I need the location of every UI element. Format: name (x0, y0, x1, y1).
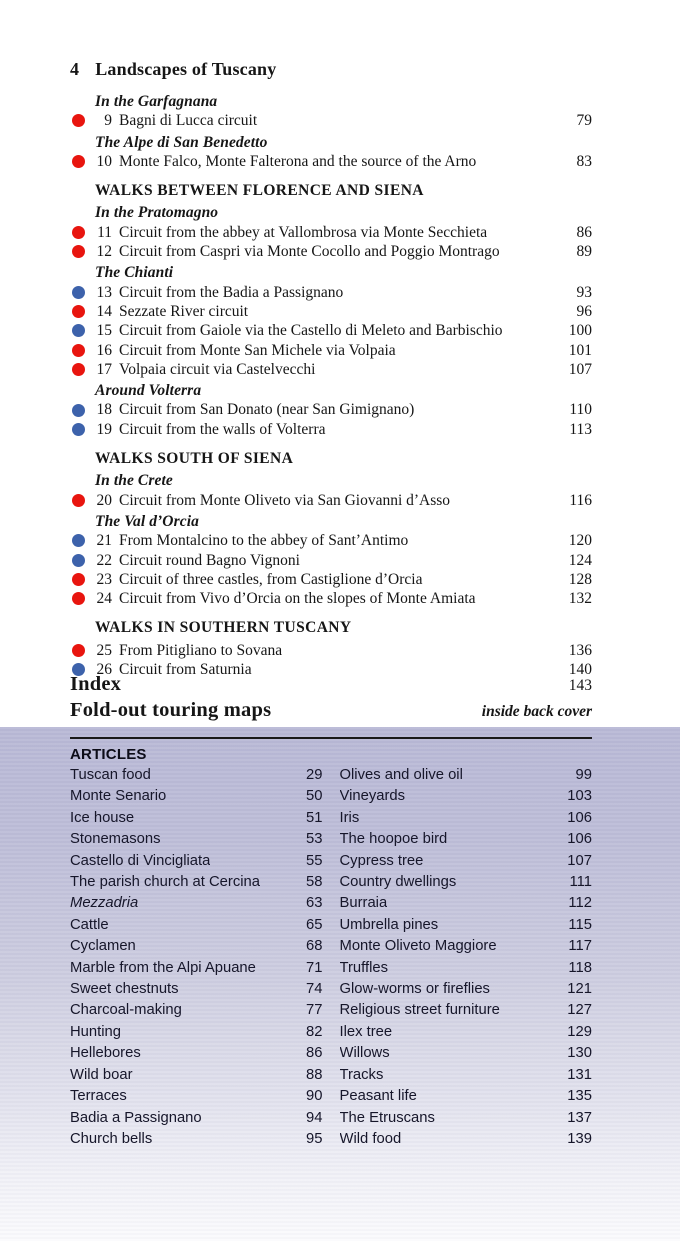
article-entry (70, 765, 323, 786)
article-page-number: 99 (575, 767, 592, 783)
walk-dot-cell (70, 534, 95, 547)
blue-route-dot-icon (72, 554, 85, 567)
toc-region-subhead: In the Crete (95, 472, 173, 490)
walk-page-number: 128 (568, 570, 592, 588)
article-page-number: 106 (567, 831, 592, 848)
walk-title: From Pitigliano to Sovana (119, 641, 283, 659)
toc-walk-entry (70, 420, 592, 439)
article-entry (70, 1043, 323, 1064)
walk-title: From Montalcino to the abbey of Sant’Antimo (119, 532, 409, 550)
toc-region-subhead: The Alpe di San Benedetto (95, 133, 268, 151)
article-entry (340, 1000, 593, 1021)
article-title: Burraia (339, 895, 388, 912)
article-page-number: 50 (306, 788, 323, 805)
page-number: 4 (70, 59, 80, 79)
walk-page-number: 113 (569, 420, 592, 438)
red-route-dot-icon (72, 592, 85, 605)
article-title: Cattle (70, 916, 109, 933)
article-page-number: 95 (306, 1130, 323, 1147)
article-title: Church bells (70, 1130, 153, 1147)
article-entry (340, 1065, 593, 1086)
article-title: Peasant life (339, 1088, 417, 1105)
red-route-dot-icon (72, 114, 85, 127)
article-title: The parish church at Cercina (70, 874, 260, 891)
walk-number: 25 (96, 641, 112, 659)
article-title: Tuscan food (70, 767, 151, 783)
article-entry (340, 829, 593, 850)
article-page-number: 86 (306, 1045, 323, 1062)
article-title: Country dwellings (339, 874, 457, 891)
toc-walk-entry (70, 341, 592, 360)
walk-page-number: 110 (569, 401, 592, 419)
walk-title: Circuit from San Donato (near San Gimignano) (119, 401, 415, 419)
toc-walk-entry (70, 321, 592, 340)
article-title: Terraces (70, 1088, 127, 1105)
article-page-number: 118 (568, 959, 592, 976)
walk-number: 9 (104, 112, 112, 130)
article-page-number: 121 (567, 981, 592, 998)
article-title: Wild boar (70, 1066, 133, 1083)
articles-panel (0, 727, 680, 1241)
walk-title: Bagni di Lucca circuit (119, 112, 258, 130)
article-entry (70, 915, 323, 936)
article-title: Ice house (70, 809, 135, 826)
article-entry (340, 765, 593, 786)
article-page-number: 58 (306, 874, 323, 891)
article-entry (70, 1022, 323, 1043)
walk-title: Circuit from Monte San Michele via Volpaia (119, 341, 396, 359)
blue-route-dot-icon (72, 534, 85, 547)
toc-walk-entry (70, 570, 592, 589)
toc-region-subhead: In the Pratomagno (95, 204, 219, 222)
article-page-number: 90 (306, 1088, 323, 1105)
article-title: Marble from the Alpi Apuane (70, 959, 256, 976)
toc-footer (70, 672, 592, 724)
article-page-number: 137 (567, 1109, 592, 1126)
walk-number: 21 (96, 532, 112, 550)
walk-title: Circuit from Vivo d’Orcia on the slopes of Monte Amiata (119, 590, 476, 608)
walk-number: 14 (96, 302, 112, 320)
toc-section-heading: WALKS SOUTH OF SIENA (95, 450, 294, 468)
walk-title: Circuit from Gaiole via the Castello di Meleto and Barbischio (119, 322, 503, 340)
article-page-number: 112 (568, 895, 592, 912)
walk-number: 17 (96, 360, 112, 378)
toc-list (70, 90, 592, 679)
article-page-number: 117 (568, 938, 592, 955)
article-entry (70, 829, 323, 850)
walk-page-number: 136 (568, 641, 592, 659)
article-entry (70, 1086, 323, 1107)
walk-dot-cell (70, 573, 95, 586)
article-title: Castello di Vincigliata (70, 852, 211, 869)
walk-dot-cell (70, 305, 95, 318)
toc-walk-entry (70, 491, 592, 510)
foldout-maps-location: inside back cover (481, 703, 592, 720)
walk-number: 11 (97, 223, 112, 241)
articles-rule (70, 737, 592, 739)
article-title: Iris (339, 809, 360, 826)
walk-dot-cell (70, 404, 95, 417)
article-title: Truffles (339, 959, 389, 976)
walk-dot-cell (70, 324, 95, 337)
article-title: Hellebores (70, 1045, 141, 1062)
toc-section-heading: WALKS IN SOUTHERN TUSCANY (95, 619, 352, 637)
walk-dot-cell (70, 114, 95, 127)
walk-dot-cell (70, 494, 95, 507)
article-entry (70, 872, 323, 893)
walk-title: Circuit from Monte Oliveto via San Giovanni d’Asso (119, 491, 451, 509)
blue-route-dot-icon (72, 423, 85, 436)
article-page-number: 130 (567, 1045, 592, 1062)
toc-region-subhead: In the Garfagnana (95, 93, 218, 110)
walk-dot-cell (70, 554, 95, 567)
article-entry (70, 1108, 323, 1129)
toc-walk-entry (70, 283, 592, 302)
blue-route-dot-icon (72, 404, 85, 417)
article-title: Monte Senario (70, 788, 167, 805)
article-page-number: 68 (306, 938, 323, 955)
toc-region-subhead: The Chianti (95, 264, 174, 282)
article-title: Tracks (339, 1066, 384, 1083)
walk-number: 24 (96, 590, 112, 608)
article-page-number: 94 (306, 1109, 323, 1126)
toc-walk-entry (70, 641, 592, 660)
walk-dot-cell (70, 155, 95, 168)
article-title: Ilex tree (339, 1023, 393, 1040)
article-page-number: 74 (306, 981, 323, 998)
blue-route-dot-icon (72, 324, 85, 337)
red-route-dot-icon (72, 573, 85, 586)
index-row (70, 672, 592, 698)
walk-title: Circuit from the Badia a Passignano (119, 283, 344, 301)
walk-title: Circuit from the abbey at Vallombrosa via Monte Secchieta (119, 223, 488, 241)
article-page-number: 29 (306, 767, 323, 783)
walk-dot-cell (70, 286, 95, 299)
toc-walk-entry (70, 111, 592, 130)
article-entry (340, 1108, 593, 1129)
article-title: Hunting (70, 1023, 122, 1040)
walk-page-number: 132 (568, 590, 592, 608)
walk-title: Sezzate River circuit (119, 302, 249, 320)
article-entry (70, 1129, 323, 1150)
book-title: Landscapes of Tuscany (95, 59, 277, 79)
article-entry (70, 851, 323, 872)
walk-page-number: 120 (568, 532, 592, 550)
red-route-dot-icon (72, 344, 85, 357)
article-page-number: 111 (569, 874, 592, 891)
article-entry (70, 979, 323, 1000)
walk-title: Circuit from Saturnia (119, 661, 252, 679)
walk-title: Monte Falco, Monte Falterona and the source of the Arno (119, 152, 477, 170)
articles-heading: ARTICLES (70, 746, 147, 763)
article-page-number: 65 (306, 916, 323, 933)
article-page-number: 127 (567, 1002, 592, 1019)
walk-page-number: 107 (568, 360, 592, 378)
article-entry (340, 1022, 593, 1043)
article-entry (340, 936, 593, 957)
walk-page-number: 124 (568, 551, 592, 569)
walk-number: 10 (96, 152, 112, 170)
article-title: Mezzadria (70, 895, 139, 912)
article-entry (70, 958, 323, 979)
toc-walk-entry (70, 551, 592, 570)
article-title: Umbrella pines (339, 916, 439, 933)
toc-walk-entry (70, 589, 592, 608)
article-entry (340, 893, 593, 914)
article-title: The Etruscans (339, 1109, 435, 1126)
red-route-dot-icon (72, 494, 85, 507)
article-page-number: 139 (567, 1130, 592, 1147)
article-entry (340, 786, 593, 807)
article-page-number: 103 (567, 788, 592, 805)
article-entry (340, 915, 593, 936)
article-page-number: 131 (567, 1066, 592, 1083)
walk-page-number: 140 (568, 661, 592, 679)
article-entry (70, 1000, 323, 1021)
article-title: Olives and olive oil (339, 767, 463, 783)
article-page-number: 106 (567, 809, 592, 826)
walk-title: Circuit from Caspri via Monte Cocollo and Poggio Montrago (119, 243, 500, 261)
article-page-number: 107 (567, 852, 592, 869)
article-page-number: 55 (306, 852, 323, 869)
blue-route-dot-icon (72, 286, 85, 299)
walk-title: Circuit of three castles, from Castiglione d’Orcia (119, 570, 423, 588)
article-title: Willows (339, 1045, 390, 1062)
article-page-number: 135 (567, 1088, 592, 1105)
walk-page-number: 100 (568, 322, 592, 340)
article-title: Charcoal-making (70, 1002, 182, 1019)
article-entry (340, 1129, 593, 1150)
article-entry (70, 1065, 323, 1086)
article-title: Monte Oliveto Maggiore (339, 938, 497, 955)
red-route-dot-icon (72, 363, 85, 376)
walk-number: 16 (96, 341, 112, 359)
walk-page-number: 79 (576, 112, 592, 130)
walk-dot-cell (70, 226, 95, 239)
articles-left-column (70, 765, 323, 1150)
walk-dot-cell (70, 344, 95, 357)
article-title: Cyclamen (70, 938, 136, 955)
article-page-number: 115 (568, 916, 592, 933)
article-entry (340, 958, 593, 979)
walk-number: 15 (96, 322, 112, 340)
article-title: Badia a Passignano (70, 1109, 202, 1126)
red-route-dot-icon (72, 226, 85, 239)
toc-walk-entry (70, 531, 592, 550)
walk-number: 18 (96, 401, 112, 419)
article-title: Sweet chestnuts (70, 981, 179, 998)
walk-page-number: 116 (569, 491, 592, 509)
index-page-number: 143 (568, 677, 592, 694)
article-page-number: 71 (306, 959, 323, 976)
walk-number: 22 (96, 551, 112, 569)
article-page-number: 63 (306, 895, 323, 912)
walk-page-number: 101 (568, 341, 592, 359)
article-title: Vineyards (339, 788, 406, 805)
article-entry (340, 808, 593, 829)
walk-dot-cell (70, 644, 95, 657)
walk-page-number: 96 (576, 302, 592, 320)
foldout-maps-row (70, 698, 592, 724)
walk-number: 23 (96, 570, 112, 588)
walk-title: Circuit from the walls of Volterra (119, 420, 326, 438)
toc-walk-entry (70, 400, 592, 419)
walk-title: Circuit round Bagno Vignoni (119, 551, 300, 569)
toc-walk-entry (70, 302, 592, 321)
foldout-maps-label: Fold-out touring maps (70, 699, 272, 721)
toc-region-subhead: The Val d’Orcia (95, 512, 199, 530)
page-header (70, 59, 276, 80)
article-entry (340, 1086, 593, 1107)
article-title: Glow-worms or fireflies (339, 981, 490, 998)
article-title: Cypress tree (339, 852, 424, 869)
red-route-dot-icon (72, 305, 85, 318)
article-entry (340, 1043, 593, 1064)
walk-number: 12 (96, 243, 112, 261)
walk-number: 26 (96, 661, 112, 679)
walk-page-number: 83 (576, 152, 592, 170)
articles-right-column (340, 765, 593, 1150)
article-title: The hoopoe bird (339, 831, 448, 848)
walk-page-number: 86 (576, 223, 592, 241)
walk-number: 13 (96, 283, 112, 301)
index-label: Index (70, 673, 122, 695)
article-page-number: 53 (306, 831, 323, 848)
walk-dot-cell (70, 423, 95, 436)
toc-walk-entry (70, 360, 592, 379)
red-route-dot-icon (72, 155, 85, 168)
article-title: Religious street furniture (339, 1002, 500, 1019)
toc-walk-entry (70, 152, 592, 171)
article-page-number: 77 (306, 1002, 323, 1019)
article-title: Wild food (339, 1130, 402, 1147)
red-route-dot-icon (72, 644, 85, 657)
walk-dot-cell (70, 363, 95, 376)
article-entry (70, 893, 323, 914)
article-entry (70, 786, 323, 807)
article-entry (70, 936, 323, 957)
articles-inner (70, 737, 592, 1150)
walk-dot-cell (70, 245, 95, 258)
toc-walk-entry (70, 223, 592, 242)
walk-dot-cell (70, 592, 95, 605)
red-route-dot-icon (72, 245, 85, 258)
article-entry (340, 851, 593, 872)
article-title: Stonemasons (70, 831, 161, 848)
walk-number: 19 (96, 420, 112, 438)
articles-columns (70, 765, 592, 1150)
walk-page-number: 89 (576, 243, 592, 261)
walk-number: 20 (96, 491, 112, 509)
article-entry (340, 872, 593, 893)
article-page-number: 129 (567, 1023, 592, 1040)
walk-title: Volpaia circuit via Castelvecchi (119, 360, 316, 378)
toc-walk-entry (70, 242, 592, 261)
toc-section-heading: WALKS BETWEEN FLORENCE AND SIENA (95, 182, 424, 200)
walk-page-number: 93 (576, 283, 592, 301)
article-page-number: 51 (306, 809, 323, 826)
article-entry (70, 808, 323, 829)
article-entry (340, 979, 593, 1000)
article-page-number: 82 (306, 1023, 323, 1040)
article-page-number: 88 (306, 1066, 323, 1083)
toc-region-subhead: Around Volterra (95, 382, 202, 400)
